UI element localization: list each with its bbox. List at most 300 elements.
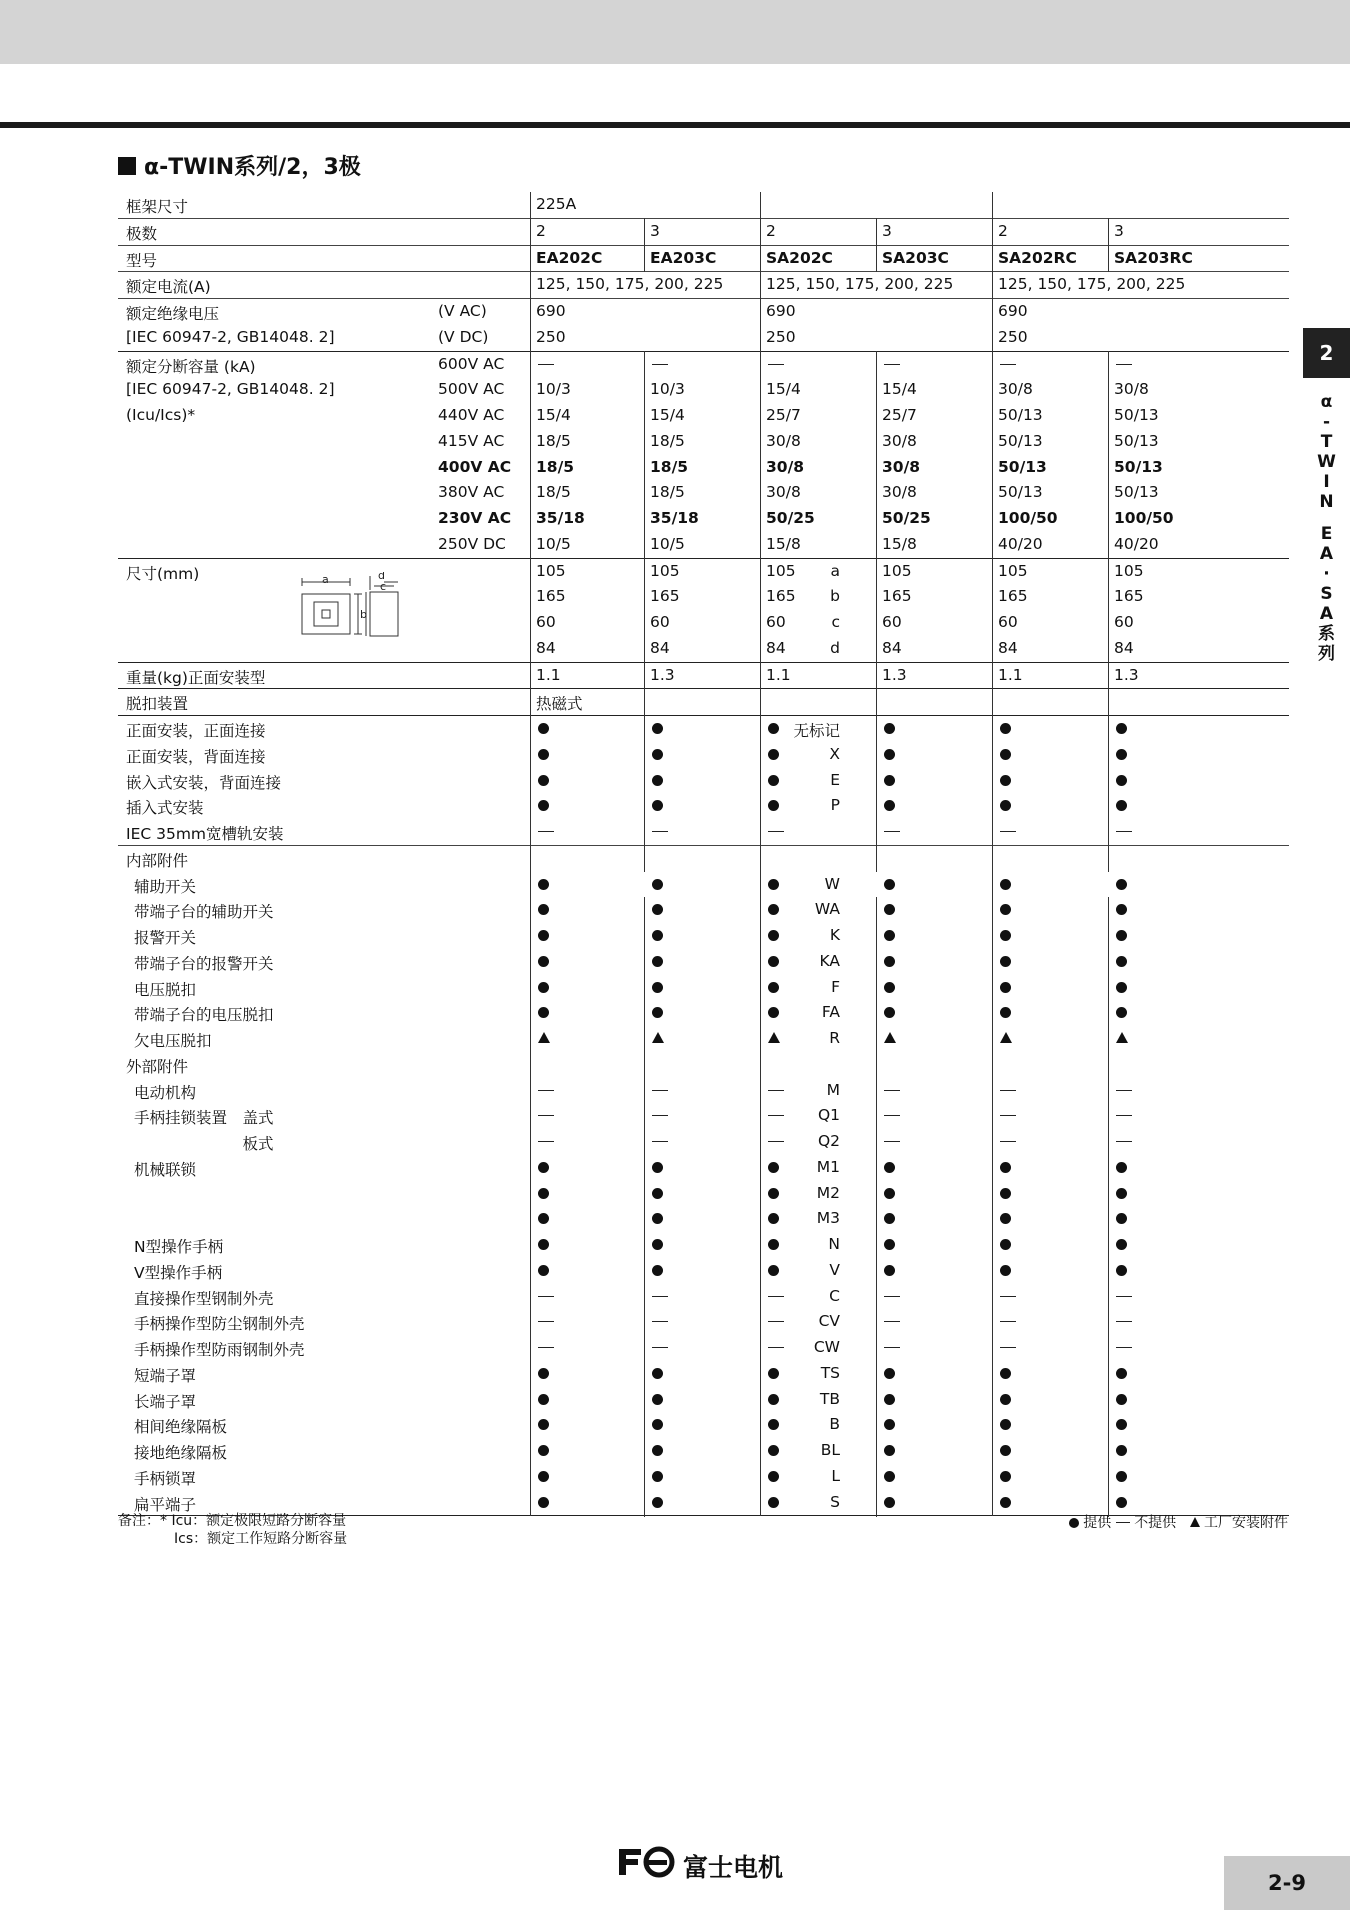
- column-divider: [876, 1026, 877, 1052]
- external-accessory-label: V型操作手柄: [134, 1263, 223, 1282]
- filled-dot-icon: [538, 1162, 549, 1173]
- column-divider: [644, 1155, 645, 1181]
- frame-size-label: 框架尺寸: [126, 198, 189, 216]
- external-accessory-code: M: [826, 1080, 840, 1099]
- column-divider: [876, 819, 877, 845]
- table-row: [118, 1181, 1289, 1207]
- column-divider: [644, 245, 645, 272]
- external-accessory-value: [1116, 1209, 1127, 1227]
- internal-accessory-value: [1116, 978, 1127, 996]
- external-accessory-value: [1116, 1158, 1127, 1176]
- external-accessory-value: [884, 1158, 895, 1176]
- table-row: [118, 558, 1289, 585]
- page-number: 2-9: [1224, 1856, 1350, 1910]
- internal-accessory-value: [768, 952, 779, 970]
- breaking-value: [1116, 355, 1132, 373]
- mounting-label: 插入式安装: [126, 799, 204, 818]
- breaking-value: 10/3: [536, 380, 571, 399]
- column-divider: [1108, 351, 1109, 378]
- filled-dot-icon: [768, 1213, 779, 1224]
- breaking-value: 50/13: [998, 431, 1043, 450]
- external-accessory-value: [884, 1390, 895, 1408]
- filled-dot-icon: [1116, 1213, 1127, 1224]
- breaking-value: 30/8: [766, 457, 805, 476]
- table-row: [118, 1284, 1289, 1310]
- side-char: α: [1320, 392, 1333, 412]
- column-divider: [1108, 1026, 1109, 1052]
- filled-dot-icon: [768, 1188, 779, 1199]
- dimension-key: c: [831, 613, 840, 631]
- table-row: [118, 1258, 1289, 1284]
- external-accessory-value: [652, 1441, 663, 1459]
- dash-icon: [538, 364, 554, 365]
- internal-accessory-value: [1000, 978, 1011, 996]
- external-accessory-value: [1116, 1493, 1127, 1511]
- internal-accessory-value: [768, 875, 779, 893]
- rated-current-value: 125, 150, 175, 200, 225: [998, 275, 1186, 294]
- external-accessory-value: [538, 1081, 554, 1099]
- internal-accessory-value: [652, 952, 663, 970]
- internal-accessory-value: [768, 1029, 780, 1047]
- filled-dot-icon: [652, 1188, 663, 1199]
- column-divider: [876, 897, 877, 923]
- dash-icon: [768, 831, 784, 832]
- table-row: [118, 1335, 1289, 1361]
- table-row: [118, 819, 1289, 845]
- dimension-value: 84: [536, 638, 556, 657]
- column-divider: [876, 1412, 877, 1438]
- weight-value: 1.3: [650, 665, 675, 684]
- column-divider: [992, 192, 993, 1516]
- external-accessory-label: 扁平端子: [134, 1495, 197, 1514]
- dash-icon: [1116, 1296, 1132, 1297]
- internal-accessory-code: R: [829, 1029, 840, 1047]
- mounting-value: [768, 771, 779, 789]
- table-row: [118, 245, 1289, 272]
- side-char: A: [1319, 544, 1334, 564]
- filled-dot-icon: [768, 904, 779, 915]
- side-char: N: [1319, 492, 1334, 512]
- column-divider: [876, 1387, 877, 1413]
- dash-icon: [1116, 831, 1132, 832]
- mounting-label: 嵌入式安装，背面连接: [126, 773, 282, 792]
- dim-fig-c-label: c: [380, 580, 387, 593]
- column-divider: [644, 1387, 645, 1413]
- dimension-value: 165: [650, 587, 680, 606]
- poles-value: 2: [998, 221, 1008, 240]
- dimension-value: 165: [998, 587, 1028, 606]
- external-accessory-value: [538, 1261, 549, 1279]
- mounting-value: [1116, 822, 1132, 840]
- internal-accessories-label: 内部附件: [126, 851, 189, 870]
- external-accessory-value: [768, 1081, 784, 1099]
- external-accessory-value: [1000, 1081, 1016, 1099]
- table-row: [118, 351, 1289, 378]
- note-icu: 备注：* Icu：额定极限短路分断容量: [118, 1513, 347, 1529]
- filled-dot-icon: [768, 723, 779, 734]
- filled-dot-icon: [1000, 1239, 1011, 1250]
- column-divider: [644, 1232, 645, 1258]
- column-divider: [876, 1335, 877, 1361]
- internal-accessory-value: [538, 1029, 550, 1047]
- column-divider: [1108, 742, 1109, 768]
- external-accessory-value: [768, 1493, 779, 1511]
- chapter-tab: 2: [1303, 328, 1350, 378]
- external-accessory-value: [768, 1441, 779, 1459]
- external-accessory-label: 长端子罩: [134, 1392, 197, 1411]
- table-row: [118, 845, 1289, 872]
- dash-icon: [1000, 364, 1016, 365]
- filled-dot-icon: [652, 1497, 663, 1508]
- triangle-icon: [1190, 1517, 1200, 1527]
- table-row: [118, 1078, 1289, 1104]
- mounting-value: [884, 771, 895, 789]
- side-char: I: [1323, 472, 1330, 492]
- dimension-key: d: [830, 638, 840, 657]
- mounting-value: [1000, 822, 1016, 840]
- side-char: ·: [1323, 564, 1330, 584]
- filled-dot-icon: [652, 1419, 663, 1430]
- external-accessory-value: [1116, 1415, 1127, 1433]
- dimension-value: 60: [882, 613, 902, 631]
- column-divider: [876, 403, 877, 429]
- column-divider: [1108, 1387, 1109, 1413]
- filled-dot-icon: [884, 1394, 895, 1405]
- column-divider: [876, 429, 877, 455]
- column-divider: [876, 636, 877, 662]
- filled-dot-icon: [1000, 1188, 1011, 1199]
- filled-dot-icon: [884, 800, 895, 811]
- internal-accessory-value: [538, 875, 549, 893]
- column-divider: [1108, 1232, 1109, 1258]
- internal-accessory-code: F: [831, 977, 840, 996]
- column-divider: [876, 610, 877, 636]
- external-accessory-value: [652, 1287, 668, 1305]
- filled-dot-icon: [1116, 982, 1127, 993]
- filled-dot-icon: [884, 1419, 895, 1430]
- mounting-value: [652, 771, 663, 789]
- filled-dot-icon: [768, 982, 779, 993]
- weight-value: 1.1: [766, 665, 791, 684]
- filled-dot-icon: [538, 1007, 549, 1018]
- filled-dot-icon: [538, 749, 549, 760]
- column-divider: [876, 1464, 877, 1490]
- filled-dot-icon: [1000, 1394, 1011, 1405]
- breaking-value: 30/8: [882, 457, 921, 476]
- weight-value: 1.1: [536, 665, 561, 684]
- external-accessory-value: [1000, 1209, 1011, 1227]
- external-accessory-code: N: [828, 1235, 840, 1253]
- column-divider: [1108, 1438, 1109, 1464]
- external-accessory-value: [538, 1184, 549, 1202]
- internal-accessory-value: [884, 875, 895, 893]
- external-accessory-value: [652, 1467, 663, 1485]
- side-char: W: [1317, 452, 1336, 472]
- external-accessory-value: [652, 1184, 663, 1202]
- column-divider: [644, 819, 645, 845]
- filled-dot-icon: [768, 1007, 779, 1018]
- dimension-value: 165: [766, 587, 796, 606]
- column-divider: [530, 192, 531, 1516]
- internal-accessory-value: [652, 1029, 664, 1047]
- filled-dot-icon: [884, 1471, 895, 1482]
- column-divider: [876, 768, 877, 794]
- internal-accessory-value: [884, 926, 895, 944]
- filled-dot-icon: [768, 1445, 779, 1456]
- filled-dot-icon: [884, 723, 895, 734]
- column-divider: [644, 1284, 645, 1310]
- filled-dot-icon: [1116, 1265, 1127, 1276]
- model-value: SA203C: [882, 248, 949, 267]
- filled-dot-icon: [884, 956, 895, 967]
- column-divider: [876, 1129, 877, 1155]
- poles-value: 2: [536, 221, 546, 240]
- dimension-key: b: [830, 587, 840, 606]
- external-accessory-value: [652, 1493, 663, 1511]
- column-divider: [1108, 245, 1109, 272]
- mounting-value: [1116, 719, 1127, 737]
- filled-dot-icon: [884, 1445, 895, 1456]
- column-divider: [876, 455, 877, 481]
- mounting-value: [884, 719, 895, 737]
- external-accessory-value: [884, 1441, 895, 1459]
- table-row: [118, 793, 1289, 819]
- column-divider: [644, 688, 645, 715]
- column-divider: [644, 1335, 645, 1361]
- dimension-value: 105: [882, 561, 912, 580]
- weight-label: 重量(kg)正面安装型: [126, 668, 266, 687]
- column-divider: [876, 1181, 877, 1207]
- filled-dot-icon: [1116, 1188, 1127, 1199]
- breaking-value: [1000, 355, 1016, 373]
- external-accessory-code: TB: [819, 1389, 840, 1408]
- column-divider: [644, 1000, 645, 1026]
- internal-accessory-value: [768, 926, 779, 944]
- filled-dot-icon: [1000, 956, 1011, 967]
- column-divider: [1108, 1206, 1109, 1232]
- column-divider: [876, 1103, 877, 1129]
- internal-accessory-value: [884, 978, 895, 996]
- internal-accessory-value: [884, 1029, 896, 1047]
- external-accessory-value: [884, 1312, 900, 1330]
- filled-dot-icon: [768, 749, 779, 760]
- dash-icon: [538, 1347, 554, 1348]
- column-divider: [876, 480, 877, 506]
- breaking-value: 50/13: [998, 406, 1043, 424]
- vac-value: 690: [766, 302, 796, 320]
- column-divider: [644, 532, 645, 558]
- table-row: [118, 923, 1289, 949]
- filled-dot-icon: [768, 1239, 779, 1250]
- dimension-value: 60: [650, 613, 670, 631]
- dash-icon: [1116, 364, 1132, 365]
- mounting-code: X: [829, 744, 840, 763]
- icu-ics-label: (Icu/Ics)*: [126, 406, 196, 424]
- dash-icon: [884, 1090, 900, 1091]
- table-row: [118, 480, 1289, 506]
- filled-dot-icon: [538, 1471, 549, 1482]
- external-accessory-value: [652, 1338, 668, 1356]
- filled-dot-icon: [538, 904, 549, 915]
- rated-current-value: 125, 150, 175, 200, 225: [536, 275, 724, 294]
- mounting-value: [538, 796, 549, 814]
- breaking-value: 25/7: [882, 406, 917, 424]
- column-divider: [876, 1078, 877, 1104]
- filled-dot-icon: [538, 800, 549, 811]
- filled-dot-icon: [1000, 904, 1011, 915]
- mounting-value: [1000, 745, 1011, 763]
- column-divider: [1108, 793, 1109, 819]
- model-value: EA202C: [536, 248, 603, 267]
- external-accessory-code: M3: [816, 1209, 840, 1228]
- external-accessory-value: [1000, 1132, 1016, 1150]
- external-accessory-value: [768, 1467, 779, 1485]
- filled-dot-icon: [538, 982, 549, 993]
- external-accessory-value: [768, 1132, 784, 1150]
- filled-dot-icon: [1116, 1007, 1127, 1018]
- dash-icon: [884, 1115, 900, 1116]
- dash-icon: [538, 1296, 554, 1297]
- internal-accessory-value: [538, 978, 549, 996]
- dimension-value: 60: [1114, 613, 1134, 631]
- internal-accessory-label: 电压脱扣: [134, 980, 197, 999]
- column-divider: [1108, 558, 1109, 585]
- filled-dot-icon: [652, 1368, 663, 1379]
- internal-accessory-value: [1116, 875, 1127, 893]
- column-divider: [644, 1464, 645, 1490]
- dash-icon: [768, 1347, 784, 1348]
- column-divider: [644, 662, 645, 689]
- external-accessory-value: [768, 1338, 784, 1356]
- column-divider: [876, 1232, 877, 1258]
- external-accessory-value: [1000, 1390, 1011, 1408]
- external-accessory-value: [538, 1338, 554, 1356]
- filled-dot-icon: [884, 904, 895, 915]
- dimension-value: 105: [998, 561, 1028, 580]
- dimension-value: 84: [882, 638, 902, 657]
- filled-dot-icon: [538, 1213, 549, 1224]
- column-divider: [1108, 1464, 1109, 1490]
- dash-icon: [768, 1141, 784, 1142]
- internal-accessory-label: 带端子台的报警开关: [134, 954, 274, 973]
- external-accessory-value: [1000, 1364, 1011, 1382]
- filled-dot-icon: [538, 775, 549, 786]
- filled-dot-icon: [538, 1497, 549, 1508]
- external-accessory-value: [1000, 1312, 1016, 1330]
- vdc-value: 250: [998, 327, 1028, 346]
- external-accessory-value: [538, 1158, 549, 1176]
- external-accessory-value: [652, 1415, 663, 1433]
- dimension-value: 105: [766, 561, 796, 580]
- filled-dot-icon: [768, 1497, 779, 1508]
- column-divider: [876, 793, 877, 819]
- dash-icon: [884, 1296, 900, 1297]
- filled-dot-icon: [538, 1188, 549, 1199]
- table-row: [118, 636, 1289, 662]
- external-accessory-value: [1116, 1364, 1127, 1382]
- column-divider: [876, 351, 877, 378]
- legend-not-provided: 不提供: [1134, 1515, 1177, 1531]
- dash-icon: [768, 1296, 784, 1297]
- table-row: [118, 715, 1289, 742]
- frame-size-value: 225A: [536, 195, 577, 213]
- external-accessory-value: [768, 1235, 779, 1253]
- external-accessory-value: [884, 1364, 895, 1382]
- external-accessory-value: [1116, 1081, 1132, 1099]
- dash-icon: [1000, 1115, 1016, 1116]
- breaking-value: [652, 355, 668, 373]
- voltage-label: 380V AC: [438, 483, 505, 502]
- external-accessory-value: [884, 1261, 895, 1279]
- dash-icon: [884, 1347, 900, 1348]
- dimension-value: 165: [882, 587, 912, 606]
- dimension-diagram: [300, 572, 410, 642]
- mounting-value: [652, 796, 663, 814]
- internal-accessory-label: 欠电压脱扣: [134, 1032, 212, 1050]
- filled-dot-icon: [538, 956, 549, 967]
- filled-dot-icon: [884, 1265, 895, 1276]
- column-divider: [644, 715, 645, 742]
- external-accessory-value: [768, 1261, 779, 1279]
- dash-icon: [652, 831, 668, 832]
- breaking-value: 50/25: [766, 509, 815, 527]
- column-divider: [644, 793, 645, 819]
- column-divider: [644, 480, 645, 506]
- dash-icon: [1116, 1115, 1132, 1116]
- brand-name: 富士电机: [683, 1853, 784, 1882]
- external-accessory-value: [768, 1312, 784, 1330]
- mounting-value: [768, 719, 779, 737]
- external-accessory-value: [652, 1261, 663, 1279]
- dimension-value: 105: [536, 561, 566, 580]
- filled-dot-icon: [1116, 904, 1127, 915]
- external-accessory-label: 直接操作型钢制外壳: [134, 1289, 274, 1308]
- mounting-value: [538, 822, 554, 840]
- external-accessory-value: [1000, 1467, 1011, 1485]
- filled-dot-icon: [538, 723, 549, 734]
- breaking-value: 35/18: [650, 509, 699, 527]
- breaking-value: 50/13: [998, 483, 1043, 502]
- column-divider: [644, 455, 645, 481]
- filled-dot-icon: [1116, 800, 1127, 811]
- filled-dot-icon: [1116, 1394, 1127, 1405]
- external-accessory-value: [768, 1158, 779, 1176]
- external-accessory-value: [884, 1415, 895, 1433]
- filled-dot-icon: [1000, 1368, 1011, 1379]
- voltage-label: 230V AC: [438, 509, 512, 527]
- breaking-value: [768, 355, 784, 373]
- column-divider: [1108, 1309, 1109, 1335]
- dash-icon: [1116, 1090, 1132, 1091]
- internal-accessory-label: 带端子台的电压脱扣: [134, 1006, 274, 1025]
- filled-dot-icon: [652, 956, 663, 967]
- filled-dot-icon: [1000, 1419, 1011, 1430]
- filled-dot-icon: [652, 879, 663, 890]
- square-bullet-icon: [118, 157, 136, 175]
- breaking-value: 18/5: [536, 431, 571, 450]
- internal-accessory-label: 辅助开关: [134, 877, 197, 896]
- filled-dot-icon: [1000, 800, 1011, 811]
- internal-accessory-value: [538, 952, 549, 970]
- triangle-icon: [768, 1032, 780, 1043]
- external-accessory-value: [1000, 1106, 1016, 1124]
- breaking-value: 30/8: [882, 483, 917, 502]
- filled-dot-icon: [1000, 1471, 1011, 1482]
- external-accessory-value: [652, 1235, 663, 1253]
- mounting-value: [652, 745, 663, 763]
- table-row: [118, 506, 1289, 532]
- triangle-icon: [1000, 1032, 1012, 1043]
